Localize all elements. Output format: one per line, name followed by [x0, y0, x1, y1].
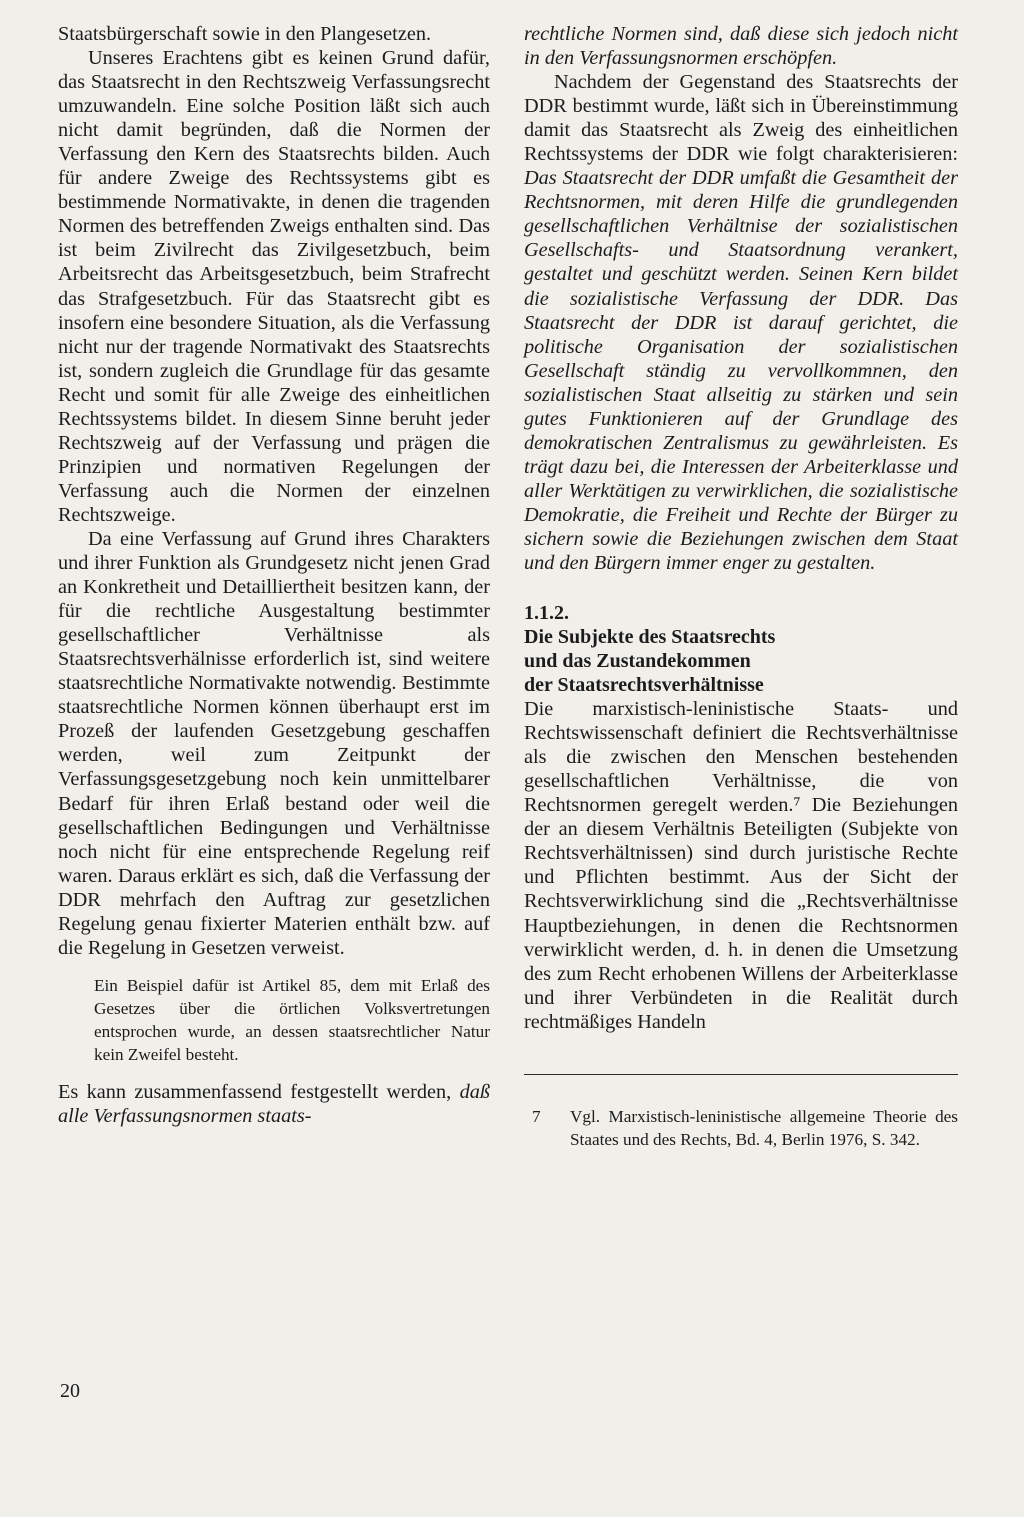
example-note: Ein Beispiel dafür ist Artikel 85, dem mit Erlaß des Gesetzes über die örtlichen Volksvertretungen entsprochen wurde, an dessen staatsrechtlicher Natur kein Zweifel besteht. — [94, 975, 490, 1064]
left-paragraph-4 — [58, 1080, 490, 1128]
right-paragraph-2-plain: Nachdem der Gegenstand des Staatsrechts der DDR bestimmt wurde, läßt sich in Übereinstimmung damit das Staatsrecht als Zweig des einheitlichen Rechtssystems der DDR wie folgt charakterisieren: — [524, 71, 958, 166]
section-heading-line-3: der Staatsrechtsverhältnisse — [524, 674, 764, 697]
left-paragraph-1: Staatsbürgerschaft sowie in den Plangesetzen. — [58, 23, 432, 45]
section-heading-line-1: Die Subjekte des Staatsrechts — [524, 626, 776, 649]
left-paragraph-2: Unseres Erachtens gibt es keinen Grund dafür, das Staatsrecht in den Rechtszweig Verfassungsrecht umzuwandeln. Eine solche Position läßt sich auch nicht damit begründen, daß die Normen der Verfassung den Kern des Staatsrechts bilden. Auch für andere Zweige des Rechtssystems gibt es bestimmende Normativakte, in denen die tragenden Normen des betreffenden Zweigs enthalten sind. Das ist beim Zivilrecht das Zivilgesetzbuch, beim Arbeitsrecht das Arbeitsgesetzbuch, beim Strafrecht das Strafgesetzbuch. Für das Staatsrecht gibt es insofern eine besondere Situation, als die Verfassung nicht nur der tragende Normativakt des Staatsrechts ist, sondern zugleich die Grundlage für das gesamte Recht und somit für alle Zweige des einheitlichen Rechtssystems bildet. In diesem Sinne beruht jeder Rechtszweig auf der Verfassung und prägen die Prinzipien und normativen Regelungen der Verfassung auch die Normen der einzelnen Rechtszweige. — [58, 47, 490, 526]
section-number: 1.1.2. — [524, 602, 569, 625]
footnote-number: 7 — [532, 1106, 541, 1126]
left-paragraph-3: Da eine Verfassung auf Grund ihres Charakters und ihrer Funktion als Grundgesetz nicht jenen Grad an Konkretheit und Detailliertheit besitzen kann, der für die rechtliche Ausgestaltung bestimmter gesellschaftlicher Verhältnisse als Staatsrechtsverhälnisse erforderlich ist, sind weitere staatsrechtliche Normativakte notwendig. Bestimmte staatsrechtliche Normen können überhaupt erst im Prozeß der laufenden Gesetzgebung geschaffen werden, weil zum Zeitpunkt der Verfassungsgesetzgebung noch kein unmittelbarer Bedarf für ihren Erlaß bestand oder weil die gesellschaftlichen Bedingungen und Verhältnisse noch nicht für eine entsprechende Regelung reif waren. Daraus erklärt es sich, daß die Verfassung der DDR mehrfach den Auftrag zur gesetzlichen Regelung genau fixierter Materien enthält bzw. auf die Regelung in Gesetzen verweist. — [58, 527, 490, 959]
right-paragraph-2-italic: Das Staatsrecht der DDR umfaßt die Gesamtheit der Rechtsnormen, mit deren Hilfe die grundlegenden gesellschaftlichen Verhältnise der sozialistischen Gesellschafts- und Staatsordnung verankert, gestaltet und geschützt werden. Seinen Kern bildet die sozialistische Verfassung der DDR. Das Staatsrecht der DDR ist darauf gerichtet, die politische Organisation der sozialistischen Gesellschaft ständig zu vervollkommnen, den sozialistischen Staat allseitig zu stärken und sein gutes Funktionieren auf der Grundlage des demokratischen Zentralismus zu gewährleisten. Es trägt dazu bei, die Interessen der Arbeiterklasse und aller Werktätigen zu verwirklichen, die sozialistische Demokratie, die Freiheit und Rechte der Bürger zu sichern sowie die Beziehungen zwischen dem Staat und den Bürgern immer enger zu gestalten. — [524, 167, 958, 575]
footnote-text: Vgl. Marxistisch-leninistische allgemeine Theorie des Staates und des Rechts, Bd. 4, Berlin 1976, S. 342. — [570, 1106, 958, 1149]
right-paragraph-2 — [524, 70, 958, 575]
footnote — [524, 1105, 958, 1151]
right-paragraph-3: Die marxistisch-leninistische Staats- und Rechtswissenschaft definiert die Rechtsverhältnisse als die zwischen den Menschen bestehenden gesellschaftlichen Verhältnisse, die von Rechtsnormen geregelt werden.⁷ Die Beziehungen der an diesem Verhältnis Beteiligten (Subjekte von Rechtsverhältnissen) sind durch juristische Rechte und Pflichten bestimmt. Aus der Sicht der Rechtsverwirklichung sind die „Rechtsverhältnisse Hauptbeziehungen, in denen die Rechtsnormen verwirklicht werden, d. h. in denen die Umsetzung des zum Recht erhobenen Willens der Arbeiterklasse und ihrer Verbündeten in die Realität durch rechtmäßiges Handeln — [524, 698, 958, 1033]
left-column — [58, 22, 490, 1128]
section-heading-line-2: und das Zustandekommen — [524, 650, 751, 673]
left-paragraph-4-italic: daß alle Verfassungsnormen staats- — [58, 1080, 490, 1127]
right-column — [524, 22, 958, 1151]
page-number: 20 — [60, 1380, 80, 1402]
left-paragraph-4-plain: Es kann zusammenfassend festgestellt werden, — [58, 1080, 460, 1103]
right-paragraph-1: rechtliche Normen sind, daß diese sich jedoch nicht in den Verfassungsnormen erschöpfen. — [524, 23, 958, 70]
footnote-divider — [524, 1074, 958, 1075]
